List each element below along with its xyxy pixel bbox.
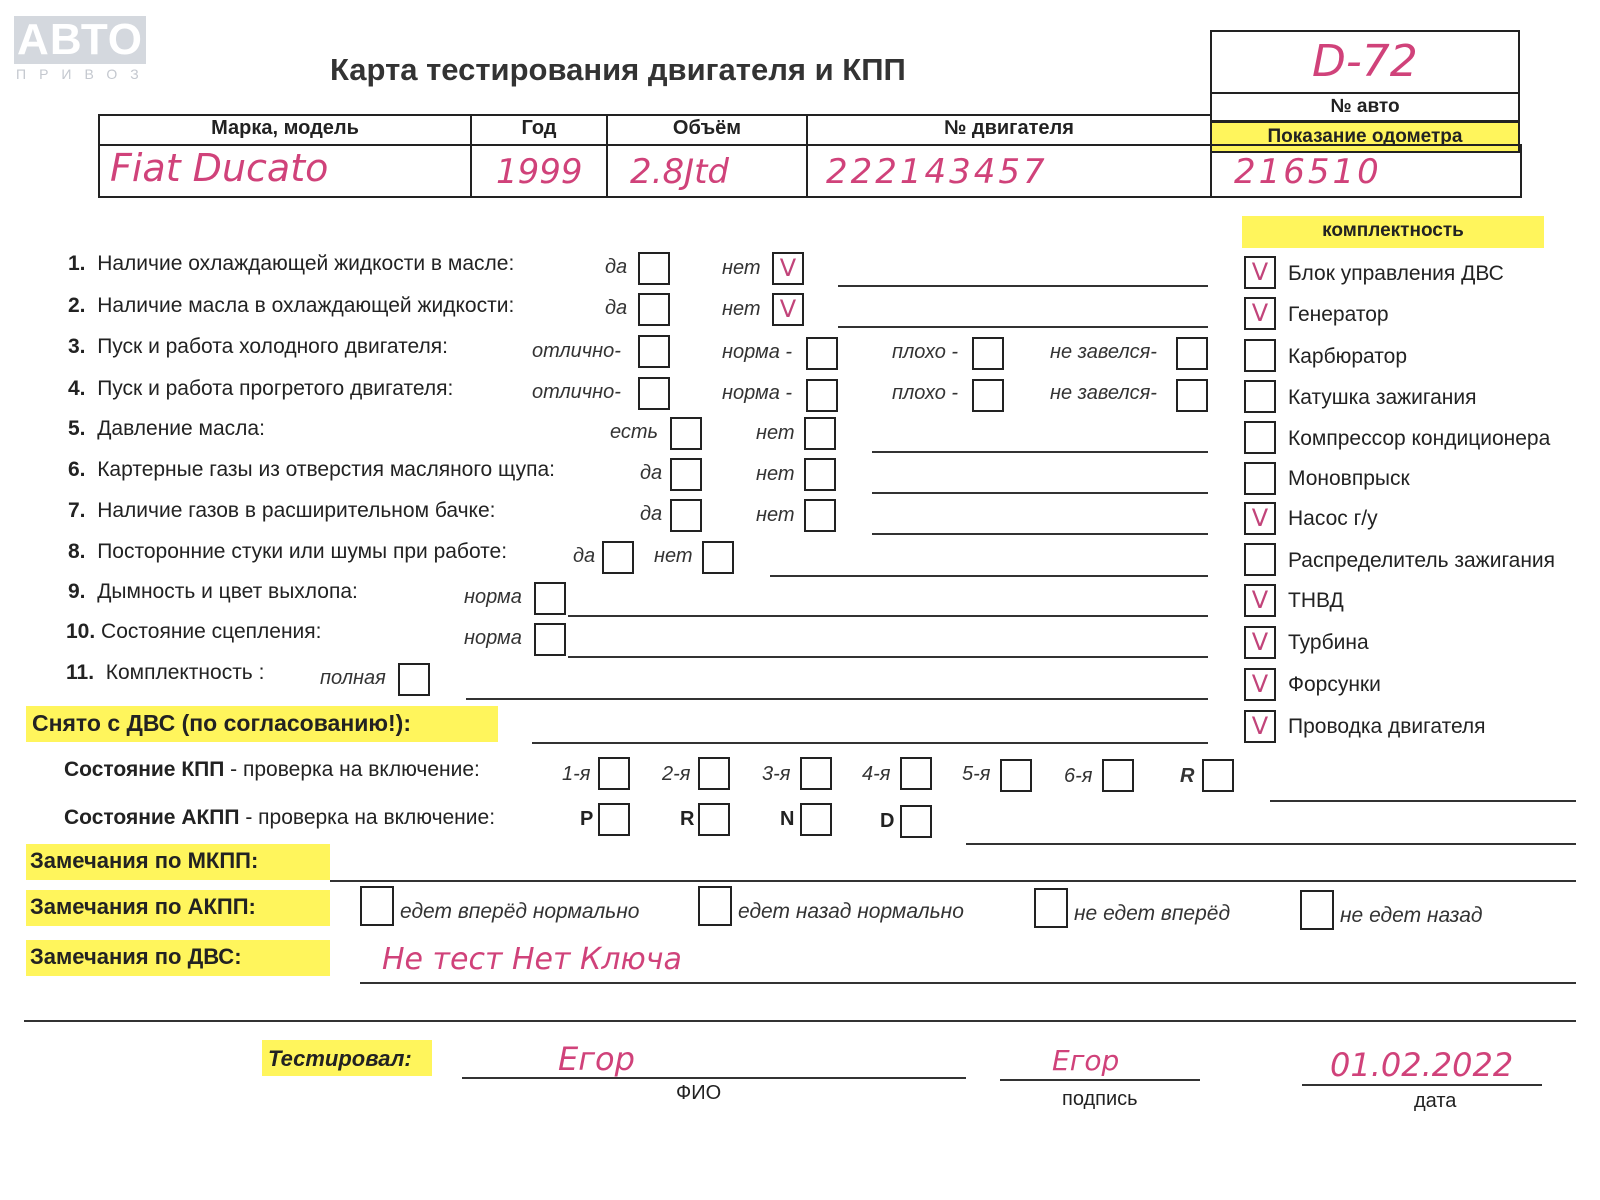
checkbox-drives-forward-ok[interactable]: [360, 886, 394, 926]
notes-line: [360, 982, 1576, 984]
completeness-header: комплектность: [1322, 220, 1464, 241]
notes-line: [838, 326, 1208, 328]
notes-line: [330, 880, 1576, 882]
gear-label: 2-я: [662, 763, 691, 785]
akpp-mode-label: P: [580, 808, 594, 830]
checkbox-q2-yes[interactable]: [638, 293, 670, 326]
tester-name: Егор: [558, 1040, 635, 1078]
remarks-akpp-label: Замечания по АКПП:: [30, 894, 256, 919]
checkbox-q8-no[interactable]: [702, 541, 734, 574]
question-1: 1. Наличие охлаждающей жидкости в масле:: [68, 252, 515, 275]
option-bad: плохо -: [892, 341, 959, 363]
checkbox-completeness-7[interactable]: V: [1244, 502, 1276, 535]
tested-label: Тестировал:: [268, 1046, 412, 1071]
name-caption: ФИО: [676, 1082, 722, 1104]
option-no: нет: [756, 463, 795, 485]
checkbox-completeness-12[interactable]: V: [1244, 710, 1276, 743]
option-present: есть: [610, 421, 659, 443]
checkbox-completeness-1[interactable]: V: [1244, 256, 1276, 289]
logo-subtitle: ПРИВОЗ: [16, 66, 152, 82]
question-7: 7. Наличие газов в расширительном бачке:: [68, 499, 496, 522]
notes-line: [838, 285, 1208, 287]
checkbox-completeness-8[interactable]: [1244, 543, 1276, 576]
option-normal: норма -: [722, 382, 793, 404]
option-no: нет: [654, 545, 693, 567]
checkbox-completeness-2[interactable]: V: [1244, 297, 1276, 330]
question-10: 10. Состояние сцепления:: [66, 620, 322, 643]
option-bad: плохо -: [892, 382, 959, 404]
value-volume: 2.8Jtd: [630, 152, 730, 192]
notes-line: [872, 533, 1208, 535]
notes-line: [872, 492, 1208, 494]
completeness-item: Блок управления ДВС: [1288, 262, 1504, 285]
checkbox-q5-no[interactable]: [804, 417, 836, 450]
akpp-option: едет назад нормально: [738, 900, 964, 923]
checkbox-q4-normal[interactable]: [806, 379, 838, 412]
checkbox-q9-normal[interactable]: [534, 582, 566, 615]
signature: Егор: [1052, 1044, 1120, 1077]
checkbox-q4-no-start[interactable]: [1176, 379, 1208, 412]
option-normal: норма -: [722, 341, 793, 363]
value-model: Fiat Ducato: [110, 146, 329, 190]
checkbox-q3-excellent[interactable]: [638, 335, 670, 368]
option-normal: норма: [464, 586, 522, 608]
notes-line: [568, 615, 1208, 617]
option-yes: да: [605, 256, 628, 278]
checkbox-q11-full[interactable]: [398, 663, 430, 696]
notes-line: [1270, 800, 1576, 802]
option-excellent: отлично-: [532, 381, 621, 403]
option-yes: да: [605, 297, 628, 319]
checkbox-q8-yes[interactable]: [602, 541, 634, 574]
question-11: 11. Комплектность :: [66, 661, 265, 684]
checkbox-q3-normal[interactable]: [806, 337, 838, 370]
question-3: 3. Пуск и работа холодного двигателя:: [68, 335, 448, 358]
gear-label: 5-я: [962, 763, 991, 785]
checkbox-completeness-6[interactable]: [1244, 462, 1276, 495]
checkbox-akpp-r[interactable]: [698, 803, 730, 836]
completeness-item: Моновпрыск: [1288, 467, 1410, 490]
checkbox-q3-bad[interactable]: [972, 337, 1004, 370]
checkbox-q6-no[interactable]: [804, 458, 836, 491]
option-yes: да: [640, 503, 663, 525]
gear-label: 6-я: [1064, 765, 1093, 787]
akpp-mode-label: D: [880, 810, 895, 832]
checkbox-completeness-5[interactable]: [1244, 421, 1276, 454]
question-4: 4. Пуск и работа прогретого двигателя:: [68, 377, 454, 400]
option-excellent: отлично-: [532, 340, 621, 362]
question-5: 5. Давление масла:: [68, 417, 265, 440]
checkbox-gear-5[interactable]: [1000, 759, 1032, 792]
gear-label: 4-я: [862, 763, 891, 785]
kpp-label: Состояние КПП - проверка на включение:: [64, 758, 480, 781]
question-9: 9. Дымность и цвет выхлопа:: [68, 580, 358, 603]
header-year: Год: [521, 117, 557, 139]
name-line: [462, 1077, 966, 1079]
gear-label: 3-я: [762, 763, 791, 785]
question-2: 2. Наличие масла в охлаждающей жидкости:: [68, 294, 515, 317]
notes-line: [568, 656, 1208, 658]
date-line: [1302, 1084, 1542, 1086]
test-date: 01.02.2022: [1330, 1046, 1514, 1084]
header-engine-number: № двигателя: [944, 117, 1074, 139]
page-title: Карта тестирования двигателя и КПП: [330, 52, 906, 87]
checkbox-no-reverse[interactable]: [1300, 890, 1334, 930]
gear-label: 1-я: [562, 763, 591, 785]
value-engine-number: 222143457: [826, 152, 1048, 192]
checkbox-gear-4[interactable]: [900, 757, 932, 790]
checkbox-gear-6[interactable]: [1102, 759, 1134, 792]
col-divider: [1210, 144, 1212, 198]
option-yes: да: [640, 462, 663, 484]
checkbox-completeness-10[interactable]: V: [1244, 626, 1276, 659]
date-caption: дата: [1414, 1090, 1457, 1112]
signature-caption: подпись: [1062, 1088, 1138, 1110]
checkbox-akpp-d[interactable]: [900, 805, 932, 838]
completeness-item: Генератор: [1288, 303, 1389, 326]
notes-line: [966, 843, 1576, 845]
logo: АВТО: [14, 16, 146, 64]
checkbox-q7-no[interactable]: [804, 499, 836, 532]
option-no: нет: [722, 257, 761, 279]
question-8: 8. Посторонние стуки или шумы при работе:: [68, 540, 508, 563]
option-no-start: не завелся-: [1050, 341, 1157, 363]
akpp-option: едет вперёд нормально: [400, 900, 640, 923]
checkbox-completeness-3[interactable]: [1244, 339, 1276, 372]
checkbox-q4-excellent[interactable]: [638, 377, 670, 410]
notes-line: [770, 575, 1208, 577]
checkbox-q5-present[interactable]: [670, 417, 702, 450]
remarks-mkpp-label: Замечания по МКПП:: [30, 848, 259, 873]
completeness-item: Катушка зажигания: [1288, 386, 1477, 409]
checkbox-q6-yes[interactable]: [670, 458, 702, 491]
option-full: полная: [320, 667, 386, 689]
completeness-item: Распределитель зажигания: [1288, 549, 1556, 572]
completeness-item: Турбина: [1288, 631, 1369, 654]
completeness-item: Проводка двигателя: [1288, 715, 1486, 738]
checkbox-q7-yes[interactable]: [670, 499, 702, 532]
akpp-option: не едет вперёд: [1074, 902, 1231, 925]
checkbox-q10-normal[interactable]: [534, 623, 566, 656]
checkbox-completeness-9[interactable]: V: [1244, 584, 1276, 617]
auto-number-box: [1210, 30, 1520, 94]
option-no-start: не завелся-: [1050, 382, 1157, 404]
checkbox-akpp-n[interactable]: [800, 803, 832, 836]
remarks-dvs-value: Не тест Нет Ключа: [382, 942, 682, 977]
completeness-item: Форсунки: [1288, 673, 1381, 696]
value-odometer: 216510: [1234, 152, 1382, 192]
checkbox-q1-no[interactable]: V: [772, 252, 804, 285]
checkbox-akpp-p[interactable]: [598, 803, 630, 836]
remarks-dvs-label: Замечания по ДВС:: [30, 944, 242, 969]
gear-label: R: [1180, 765, 1195, 787]
checkbox-gear-2[interactable]: [698, 757, 730, 790]
akpp-mode-label: R: [680, 808, 695, 830]
akpp-option: не едет назад: [1340, 904, 1483, 927]
signature-line: [1000, 1079, 1200, 1081]
header-model: Марка, модель: [211, 117, 359, 139]
checkbox-drives-back-ok[interactable]: [698, 886, 732, 926]
checkbox-completeness-4[interactable]: [1244, 380, 1276, 413]
checkbox-gear-r[interactable]: [1202, 759, 1234, 792]
completeness-item: ТНВД: [1288, 589, 1344, 612]
option-no: нет: [756, 504, 795, 526]
checkbox-q4-bad[interactable]: [972, 379, 1004, 412]
checkbox-q2-no[interactable]: V: [772, 293, 804, 326]
checkbox-gear-3[interactable]: [800, 757, 832, 790]
auto-number-value: D-72: [1312, 36, 1418, 87]
notes-line: [872, 451, 1208, 453]
completeness-item: Насос г/у: [1288, 507, 1378, 530]
option-normal: норма: [464, 627, 522, 649]
notes-line: [532, 742, 1208, 744]
auto-number-label-cell: [1210, 92, 1520, 122]
completeness-item: Компрессор кондиционера: [1288, 427, 1551, 450]
removed-label: Снято с ДВС (по согласованию!):: [32, 710, 411, 736]
question-6: 6. Картерные газы из отверстия масляного щупа:: [68, 458, 555, 481]
option-yes: да: [573, 545, 596, 567]
checkbox-gear-1[interactable]: [598, 757, 630, 790]
completeness-item: Карбюратор: [1288, 345, 1408, 368]
akpp-label: Состояние АКПП - проверка на включение:: [64, 806, 496, 829]
auto-number-label: № авто: [1330, 96, 1400, 117]
checkbox-no-forward[interactable]: [1034, 888, 1068, 928]
akpp-mode-label: N: [780, 808, 795, 830]
header-volume: Объём: [672, 117, 742, 139]
notes-line: [466, 698, 1208, 700]
checkbox-q3-no-start[interactable]: [1176, 337, 1208, 370]
checkbox-q1-yes[interactable]: [638, 252, 670, 285]
odometer-label: Показание одометра: [1267, 126, 1463, 147]
option-no: нет: [722, 298, 761, 320]
value-year: 1999: [496, 152, 583, 192]
section-divider: [24, 1020, 1576, 1022]
checkbox-completeness-11[interactable]: V: [1244, 668, 1276, 701]
option-no: нет: [756, 422, 795, 444]
